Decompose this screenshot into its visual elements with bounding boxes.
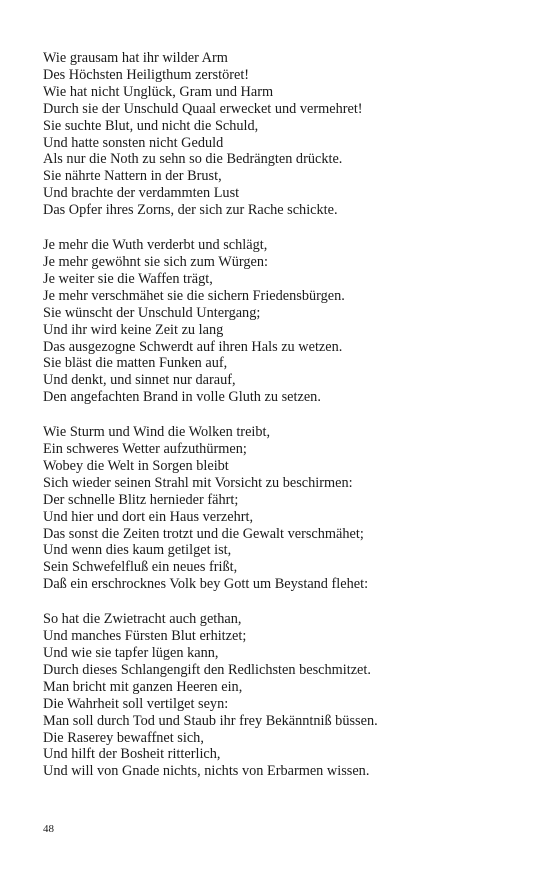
poem-line: Wie Sturm und Wind die Wolken treibt, xyxy=(43,424,271,441)
stanza-3 xyxy=(43,424,523,593)
poem-line: Und will von Gnade nichts, nichts von Erbarmen wissen. xyxy=(43,763,370,780)
poem-line: Und hilft der Bosheit ritterlich, xyxy=(43,746,221,763)
poem-line: Und denkt, und sinnet nur darauf, xyxy=(43,372,236,389)
poem-line: Wie hat nicht Unglück, Gram und Harm xyxy=(43,83,274,100)
poem-line: Wobey die Welt in Sorgen bleibt xyxy=(43,457,229,474)
poem-line: Des Höchsten Heiligthum zerstöret! xyxy=(43,66,250,83)
poem-line: Und wie sie tapfer lügen kann, xyxy=(43,645,219,661)
poem-line: Den angefachten Brand in volle Gluth zu setzen. xyxy=(43,389,321,406)
poem-line: Und manches Fürsten Blut erhitzet; xyxy=(43,628,247,645)
stanza-2 xyxy=(43,237,523,406)
poem-line: Je mehr verschmähet sie die sichern Friedensbürgen. xyxy=(43,287,345,304)
stanza-4 xyxy=(43,611,523,780)
poem-line: Das ausgezogne Schwerdt auf ihren Hals zu wetzen. xyxy=(43,338,343,355)
poem-line: Und hatte sonsten nicht Geduld xyxy=(43,134,224,151)
poem-line: Man bricht mit ganzen Heeren ein, xyxy=(43,678,243,695)
page-number: 48 xyxy=(43,823,54,835)
poem-line: Man soll durch Tod und Staub ihr frey Bekänntniß büssen. xyxy=(43,712,378,729)
poem-line: Wie grausam hat ihr wilder Arm xyxy=(43,50,228,66)
poem-line: Ein schweres Wetter aufzuthürmen; xyxy=(43,441,247,458)
poem-line: Je weiter sie die Waffen trägt, xyxy=(43,270,213,287)
poem-line: Je mehr die Wuth verderbt und schlägt, xyxy=(43,237,268,254)
poem-line: Als nur die Noth zu sehn so die Bedrängten drückte. xyxy=(43,151,343,168)
poem-line: Durch sie der Unschuld Quaal erwecket und vermehret! xyxy=(43,100,363,117)
poem xyxy=(43,50,523,798)
poem-line: Die Raserey bewaffnet sich, xyxy=(43,729,204,746)
poem-line: Sie wünscht der Unschuld Untergang; xyxy=(43,304,261,321)
poem-line: Sie nährte Nattern in der Brust, xyxy=(43,168,222,185)
poem-line: Und hier und dort ein Haus verzehrt, xyxy=(43,508,254,525)
poem-line: Der schnelle Blitz hernieder fährt; xyxy=(43,491,239,508)
poem-line: Das sonst die Zeiten trotzt und die Gewalt verschmähet; xyxy=(43,525,364,542)
poem-line: Und ihr wird keine Zeit zu lang xyxy=(43,321,224,338)
poem-line: So hat die Zwietracht auch gethan, xyxy=(43,611,242,628)
poem-line: Sein Schwefelfluß ein neues frißt, xyxy=(43,559,238,576)
poem-line: Je mehr gewöhnt sie sich zum Würgen: xyxy=(43,253,268,270)
poem-line: Sie bläst die matten Funken auf, xyxy=(43,355,228,372)
poem-line: Daß ein erschrocknes Volk bey Gott um Beystand flehet: xyxy=(43,576,369,593)
poem-line: Sie suchte Blut, und nicht die Schuld, xyxy=(43,117,259,134)
poem-line: Durch dieses Schlangengift den Redlichsten beschmitzet. xyxy=(43,661,371,678)
poem-line: Sich wieder seinen Strahl mit Vorsicht zu beschirmen: xyxy=(43,474,353,491)
stanza-1 xyxy=(43,50,523,219)
poem-line: Und brachte der verdammten Lust xyxy=(43,185,240,202)
poem-line: Die Wahrheit soll vertilget seyn: xyxy=(43,695,229,712)
poem-line: Das Opfer ihres Zorns, der sich zur Rache schickte. xyxy=(43,202,338,219)
poem-line: Und wenn dies kaum getilget ist, xyxy=(43,542,232,559)
